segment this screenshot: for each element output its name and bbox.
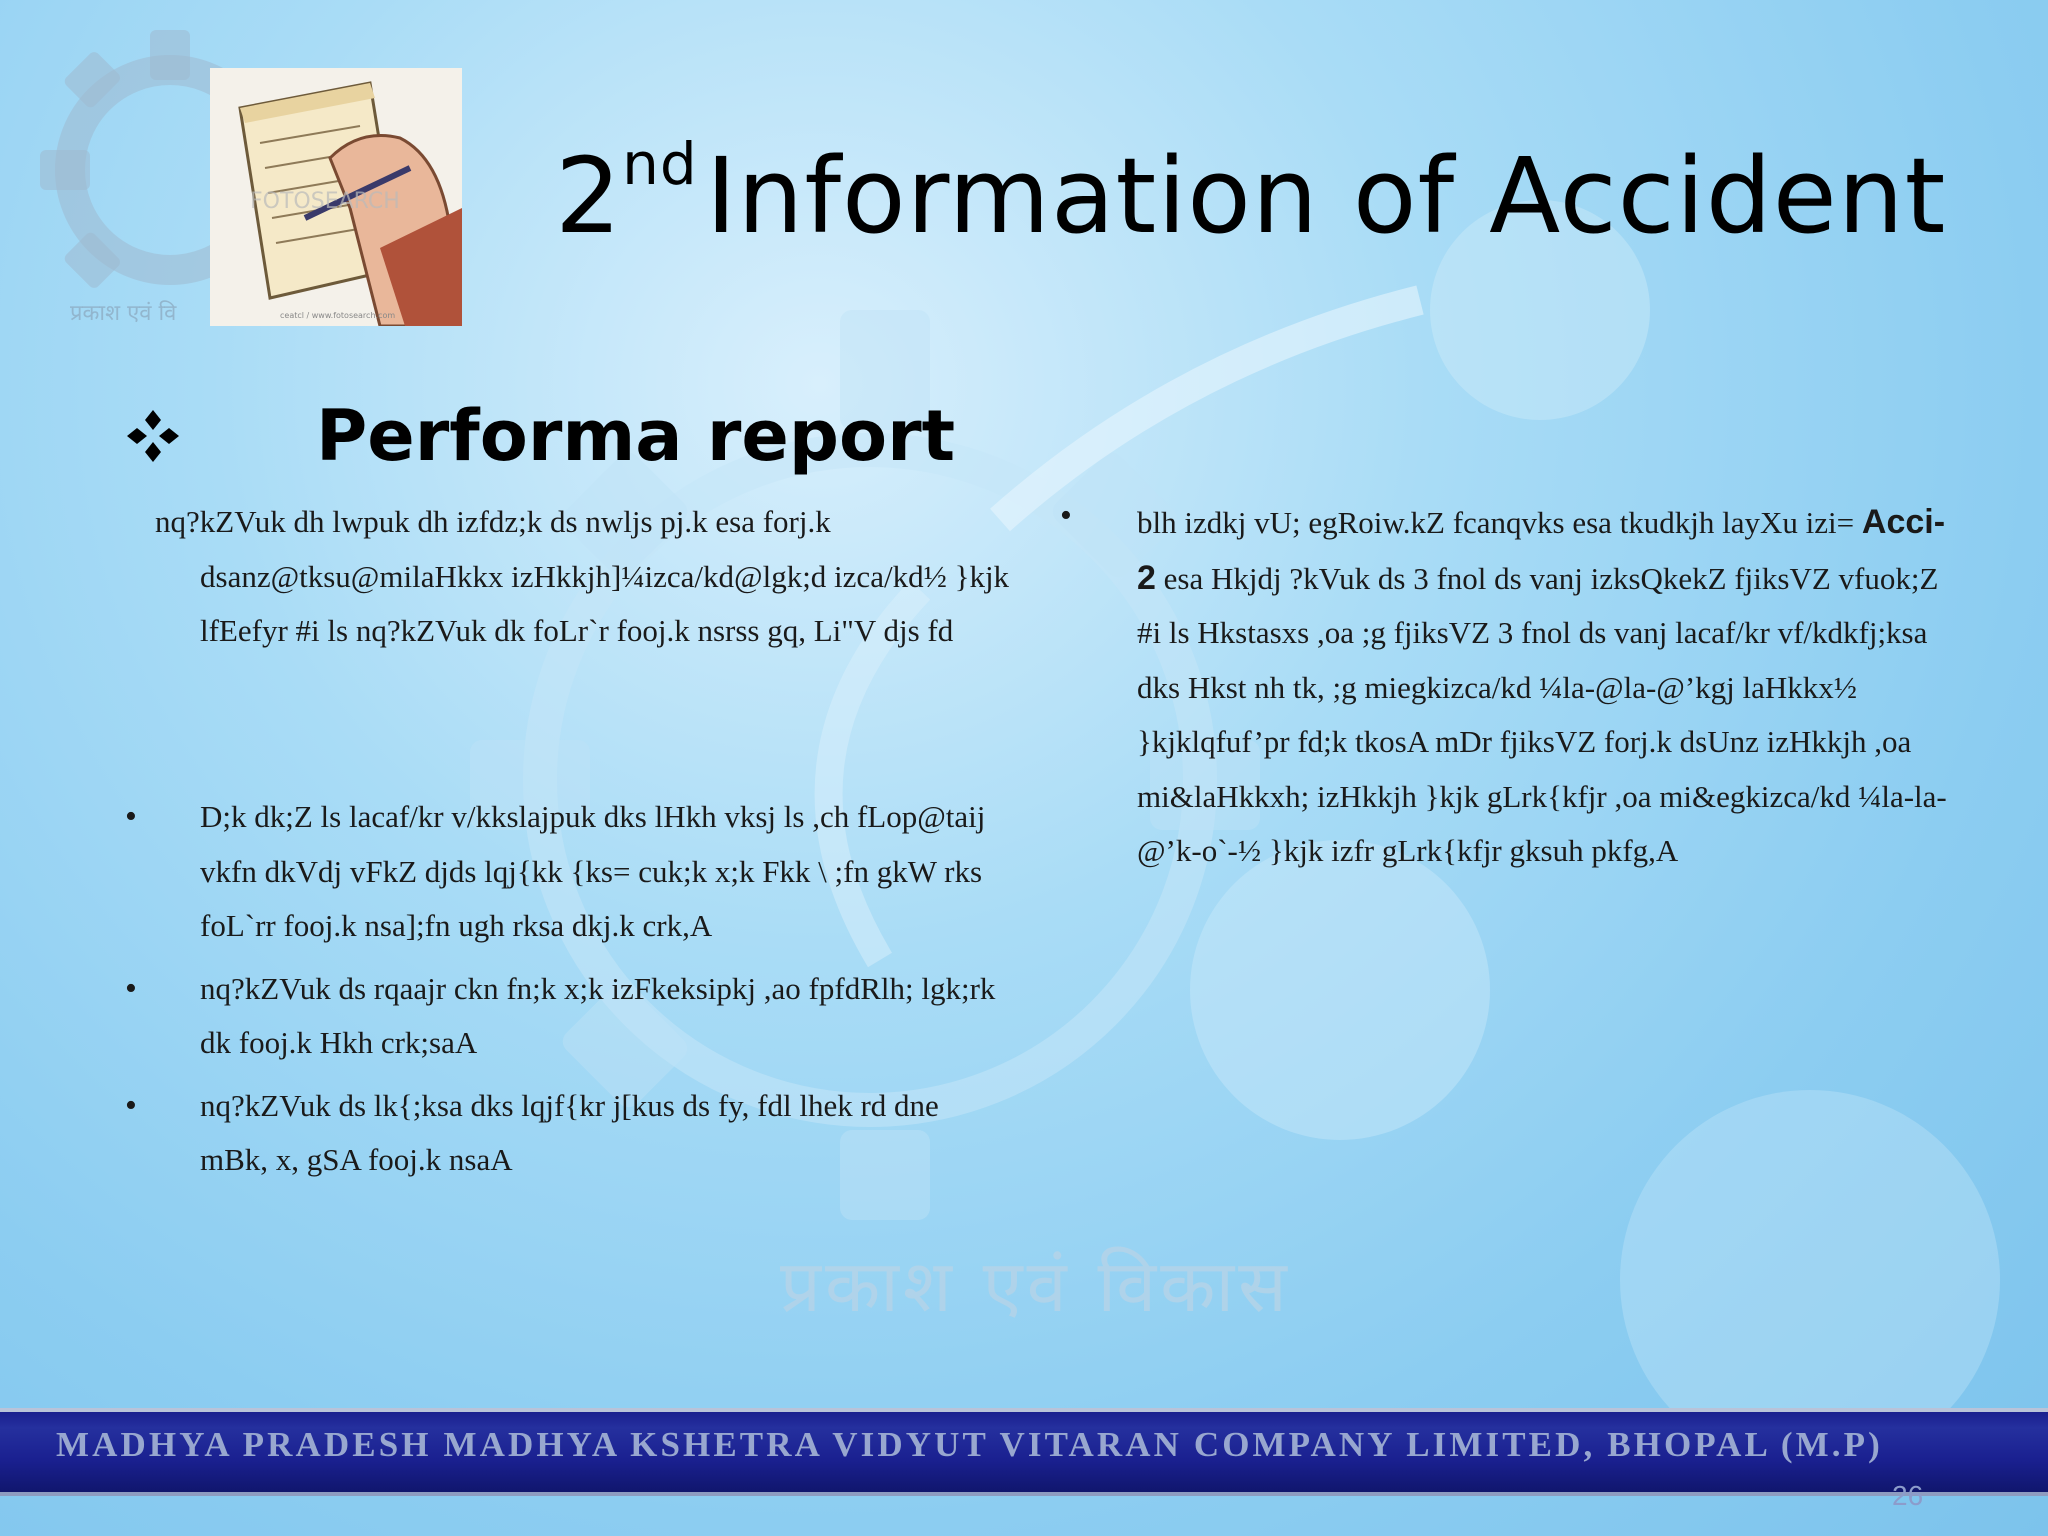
left-bullet-list: [120, 790, 1000, 1188]
svg-text:ceatcl / www.fotosearch.com: ceatcl / www.fotosearch.com: [280, 311, 396, 320]
list-item: [120, 1079, 1000, 1188]
writing-hand-image: [210, 68, 462, 326]
slide-title: [555, 130, 1946, 257]
list-item: [1060, 495, 1960, 879]
four-diamond-bullet-icon: [125, 408, 181, 464]
bullet-text: D;k dk;Z ls lacaf/kr v/kkslajpuk dks lHkh vksj ls ,ch fLop@taij vkfn dkVdj vFkZ djds lqj{kk {ks= cuk;k x;k Fkk \ ;fn gkW rks foL`rr fooj.k nsa];fn ugh rksa dkj.k crk,A: [200, 799, 986, 943]
title-superscript: nd: [622, 130, 698, 198]
performa-heading: [125, 395, 955, 477]
bullet-dot-icon: •: [125, 798, 137, 835]
right-text-part1: blh izdkj vU; egRoiw.kZ fcanqvks esa tkudkjh layXu izi=: [1137, 505, 1855, 540]
subheading-label: Performa report: [316, 395, 956, 477]
form-code-acci-2: Acci-2: [1137, 503, 1946, 597]
bullet-dot-icon: •: [125, 1086, 137, 1124]
title-number: 2: [555, 135, 623, 257]
right-text-part2: esa Hkjdj ?kVuk ds 3 fnol ds vanj izksQkekZ fjiksVZ vfuok;Z #i ls Hkstasxs ,oa ;g fjiksVZ 3 fnol ds vanj lacaf/kr vf/kdkfj;ksa dks Hkst nh tk, ;g miegkizca/kd ¼la-@la-@’kgj laHkkx½ }kjklqfuf’pr fd;k tkosA mDr fjiksVZ forj.k dsUnz izHkkjh ,oa mi&laHkkxh; izHkkjh }kjk gLrk{kfjr ,oa mi&egkizca/kd ¼la-la-@’k-o`-½ }kjk izfr gLrk{kfjr gksuh pkfg,A: [1137, 560, 1947, 868]
bullet-dot-icon: •: [125, 969, 137, 1007]
bullet-dot-icon: •: [1060, 497, 1072, 534]
bullet-text: nq?kZVuk ds rqaajr ckn fn;k x;k izFkeksipkj ,ao fpfdRlh; lgk;rk dk fooj.k Hkh crk;saA: [200, 970, 996, 1060]
svg-text:प्रकाश एवं वि: प्रकाश एवं वि: [70, 301, 177, 326]
bullet-text: nq?kZVuk ds lk{;ksa dks lqjf{kr j[kus ds fy, fdl lhek rd dne mBk, x, gSA fooj.k nsaA: [200, 1087, 939, 1177]
fotosearch-watermark: FOTOSEARCH: [250, 189, 400, 214]
title-text: Information of Accident: [705, 135, 1947, 257]
list-item: [120, 962, 1000, 1071]
right-bullet-list: [1060, 495, 1960, 879]
page-number: 26: [1892, 1480, 1924, 1511]
list-item: [120, 790, 1000, 954]
intro-paragraph: nq?kZVuk dh lwpuk dh izfdz;k ds nwljs pj.k esa forj.k dsanz@tksu@milaHkkx izHkkjh]¼izca/kd@lgk;d izca/kd½ }kjk lfEefyr #i ls nq?kZVuk dk foLr`r fooj.k nsrss gq, Li"V djs fd: [155, 504, 1010, 648]
watermark-text: प्रकाश एवं विकास: [780, 1244, 1291, 1328]
company-footer-text: MADHYA PRADESH MADHYA KSHETRA VIDYUT VITARAN COMPANY LIMITED, BHOPAL (M.P): [56, 1425, 1883, 1464]
